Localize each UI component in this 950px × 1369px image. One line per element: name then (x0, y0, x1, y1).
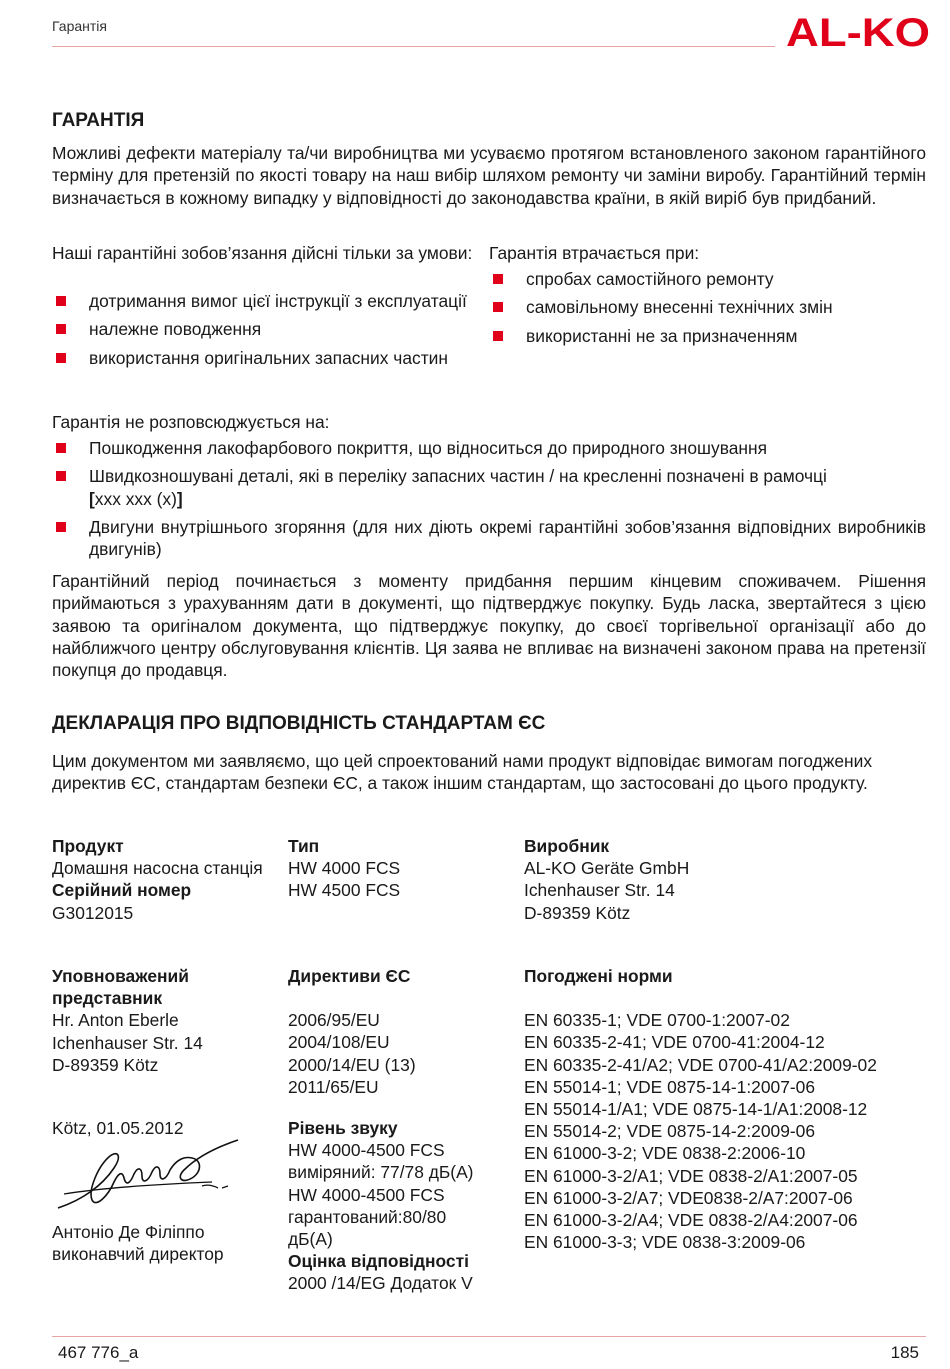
valid-conditions-title: Наші гарантійні зобов’язання дійсні тільки за умови: (52, 243, 473, 263)
representative-label-2: представник (52, 988, 163, 1009)
directive-item: 2006/95/EU (288, 1010, 380, 1031)
manufacturer-line: Ichenhauser Str. 14 (524, 880, 675, 901)
directive-item: 2011/65/EU (288, 1076, 379, 1097)
document-number: 467 776_a (58, 1343, 139, 1362)
header-rule (52, 46, 775, 47)
manufacturer-line: AL-KO Geräte GmbH (524, 858, 690, 879)
sound-level-label: Рівень звуку (288, 1118, 398, 1138)
type-value: HW 4500 FCS (288, 880, 401, 901)
directive-item: 2000/14/EU (13) (288, 1054, 416, 1075)
representative-line: Ichenhauser Str. 14 (52, 1032, 203, 1053)
representative-line: D-89359 Kötz (52, 1054, 159, 1075)
valid-conditions-list (52, 290, 483, 369)
bullet-square-icon (56, 353, 66, 363)
warranty-intro: Можливі дефекти матеріалу та/чи виробництва ми усуваємо протягом встановленого законом гарантійного терміну для претензій по якості товару на наш вибір шляхом ремонту чи заміни виробу. Гарантійний термін визначається в кожному випадку у відповідності до законодавства країни, в якій виріб був придбаний. (52, 143, 926, 208)
norm-item: EN 60335-2-41; VDE 0700-41:2004-12 (524, 1032, 825, 1053)
warranty-period-text: Гарантійний період починається з моменту придбання першим кінцевим споживачем. Рішення приймаються з урахуванням дати в документі, що підтверджує покупку. Будь ласка, звертайтеся з цією заявою та оригіналом документа, що підтверджує покупку, до своєї торгівельної організації або до найближчого центру обслуговування клієнтів. Ця заява не впливає на визначені законом права на претензії покупця до продавця. (52, 571, 926, 681)
serial-number-label: Серійний номер (52, 880, 192, 901)
list-item: Пошкодження лакофарбового покриття, що відноситься до природного зношування (52, 437, 926, 459)
void-conditions-list (489, 268, 926, 347)
representative-line: Hr. Anton Eberle (52, 1010, 179, 1031)
page-number: 185 (890, 1343, 919, 1362)
norm-item: EN 55014-2; VDE 0875-14-2:2009-06 (524, 1121, 816, 1142)
list-item: використанні не за призначенням (489, 325, 926, 347)
norm-item: EN 60335-2-41/A2; VDE 0700-41/A2:2009-02 (524, 1054, 877, 1075)
norm-item: EN 61000-3-2; VDE 0838-2:2006-10 (524, 1143, 806, 1164)
sound-line: HW 4000-4500 FCS (288, 1140, 445, 1161)
declaration-heading: ДЕКЛАРАЦІЯ ПРО ВІДПОВІДНІСТЬ СТАНДАРТАМ ЄС (52, 713, 546, 734)
conformity-value: 2000 /14/EG Додаток V (288, 1273, 473, 1294)
sound-line: гарантований:80/80 (288, 1206, 447, 1227)
product-column (52, 835, 270, 924)
manufacturer-line: D-89359 Kötz (524, 902, 631, 923)
declaration-intro: Цим документом ми заявляємо, що цей спроектований нами продукт відповідає вимогам погоджених директив ЄС, стандартам безпеки ЄС, а також іншим стандартам, що застосовані до цього продукту. (52, 751, 873, 794)
bullet-square-icon (56, 471, 66, 481)
sound-line: виміряний: 77/78 дБ(A) (288, 1162, 474, 1183)
manufacturer-column (524, 835, 924, 924)
norm-item: EN 61000-3-3; VDE 0838-3:2009-06 (524, 1232, 806, 1253)
norm-item: EN 61000-3-2/A1; VDE 0838-2/A1:2007-05 (524, 1165, 858, 1186)
exclusions-list (52, 437, 926, 560)
warranty-heading: ГАРАНТІЯ (52, 110, 145, 131)
norm-item: EN 60335-1; VDE 0700-1:2007-02 (524, 1010, 790, 1031)
sound-column (288, 1117, 513, 1295)
signer-title: виконавчий директор (52, 1244, 224, 1265)
frame-marker: xxx xxx (x) (94, 488, 177, 509)
list-item: Двигуни внутрішнього згоряння (для них діють окремі гарантійні зобов’язання відповідних виробників двигунів) (52, 516, 926, 561)
bullet-square-icon (493, 302, 503, 312)
bullet-square-icon (56, 522, 66, 532)
list-item: використання оригінальних запасних частин (52, 347, 483, 369)
sound-line: дБ(A) (288, 1229, 333, 1250)
spacer (524, 987, 926, 1009)
bullet-square-icon (56, 443, 66, 453)
product-label: Продукт (52, 836, 124, 856)
list-item: спробах самостійного ремонту (489, 268, 926, 290)
bullet-square-icon (493, 274, 503, 284)
void-conditions-title: Гарантія втрачається при: (489, 243, 700, 263)
representative-label: Уповноважений (52, 966, 189, 986)
norm-item: EN 61000-3-2/A7; VDE0838-2/A7:2007-06 (524, 1187, 853, 1208)
signer-block (52, 1221, 282, 1265)
conformity-label: Оцінка відповідності (288, 1251, 469, 1272)
sound-line: HW 4000-4500 FCS (288, 1184, 445, 1205)
directive-item: 2004/108/EU (288, 1032, 390, 1053)
bullet-square-icon (56, 296, 66, 306)
place-date: Kötz, 01.05.2012 (52, 1118, 184, 1138)
representative-column (52, 965, 272, 1076)
list-item: належне поводження (52, 318, 483, 340)
norms-label: Погоджені норми (524, 966, 673, 986)
list-item: дотримання вимог цієї інструкції з експлуатації (52, 290, 483, 312)
type-label: Тип (288, 836, 320, 856)
running-header-title: Гарантія (52, 18, 107, 34)
al-ko-logo (786, 10, 930, 52)
footer-rule (52, 1336, 926, 1337)
norm-item: EN 61000-3-2/A4; VDE 0838-2/A4:2007-06 (524, 1210, 858, 1231)
norms-column (524, 965, 926, 1253)
product-value: Домашня насосна станція (52, 858, 263, 879)
list-item: самовільному внесенні технічних змін (489, 296, 926, 318)
directives-column (288, 965, 508, 1098)
signature-icon (52, 1138, 242, 1218)
spacer (288, 987, 508, 1009)
directives-label: Директиви ЄС (288, 966, 411, 986)
bullet-square-icon (56, 324, 66, 334)
type-value: HW 4000 FCS (288, 858, 401, 879)
list-item: Швидкозношувані деталі, які в переліку запасних частин / на кресленні позначені в рамочці [xxx xxx (x)] (52, 465, 926, 510)
signer-name: Антоніо Де Філіппо (52, 1222, 205, 1242)
manufacturer-label: Виробник (524, 836, 610, 856)
exclusions-title: Гарантія не розповсюджується на: (52, 412, 330, 432)
norm-item: EN 55014-1/A1; VDE 0875-14-1/A1:2008-12 (524, 1099, 868, 1120)
norm-item: EN 55014-1; VDE 0875-14-1:2007-06 (524, 1076, 816, 1097)
bullet-square-icon (493, 331, 503, 341)
logo-text: AL-KO (786, 11, 930, 52)
serial-number-value: G3012015 (52, 902, 134, 923)
type-column (288, 835, 508, 902)
